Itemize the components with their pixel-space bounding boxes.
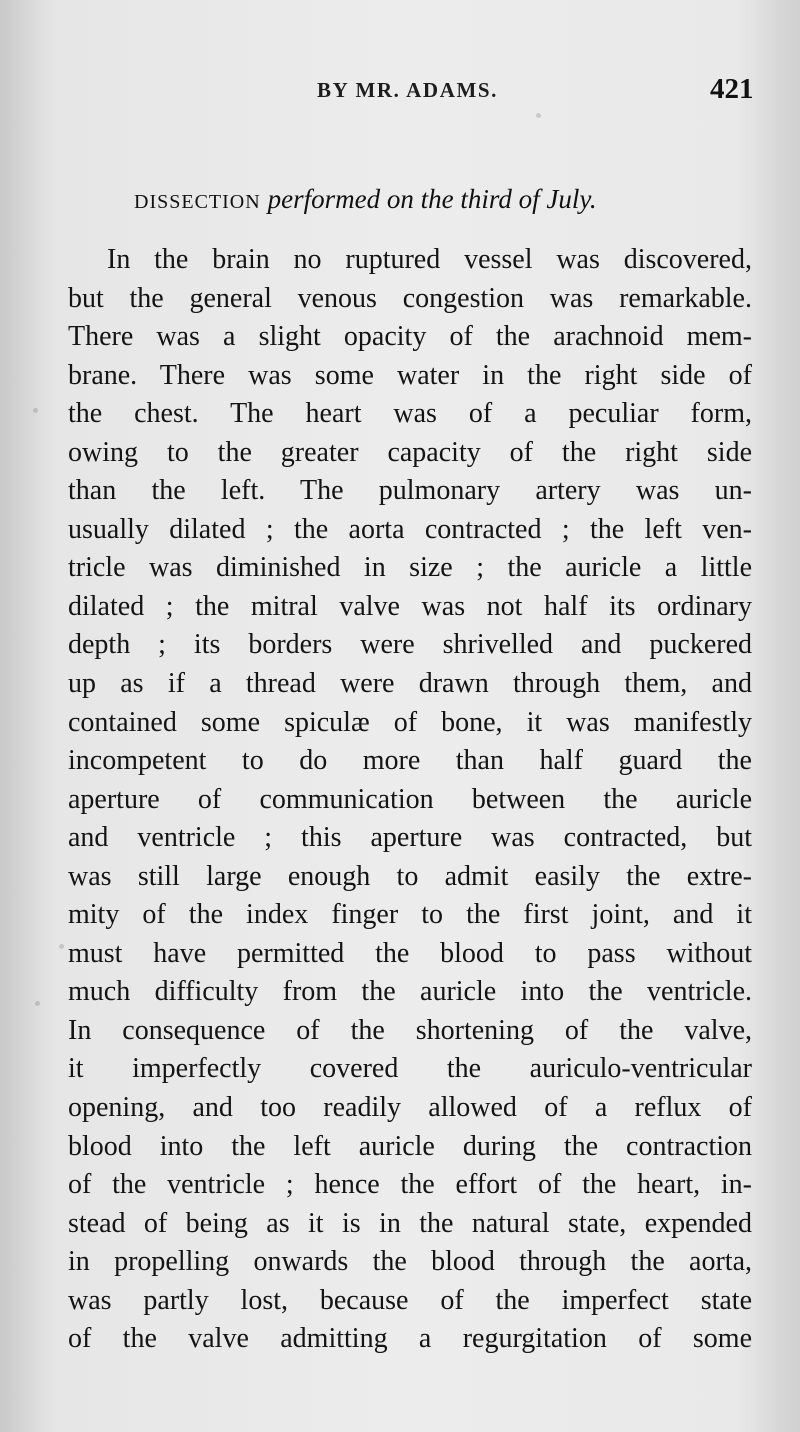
- body-line-13: contained some spiculæ of bone, it was manifestly: [68, 706, 752, 738]
- body-line-14: incompetent to do more than half guard the: [68, 745, 752, 777]
- section-heading-prefix: DISSECTION: [134, 191, 261, 213]
- body-line-5: the chest. The heart was of a peculiar form,: [68, 398, 752, 430]
- body-line-4: brane. There was some water in the right side of: [68, 359, 752, 391]
- body-line-15: aperture of communication between the auricle: [68, 783, 752, 815]
- body-line-24: blood into the left auricle during the contraction: [68, 1130, 752, 1162]
- section-heading-italic: performed on the third of July.: [267, 184, 597, 214]
- paper-mark: [33, 408, 38, 413]
- running-head-author: BY MR. ADAMS.: [317, 78, 499, 102]
- body-line-16: and ventricle ; this aperture was contracted, but: [68, 822, 752, 854]
- body-line-19: must have permitted the blood to pass without: [68, 937, 752, 969]
- running-head: [0, 70, 800, 110]
- body-line-11: depth ; its borders were shrivelled and puckered: [68, 629, 752, 661]
- paper-mark: [35, 1001, 40, 1006]
- body-line-27: in propelling onwards the blood through the aorta,: [68, 1246, 752, 1278]
- body-line-7: than the left. The pulmonary artery was un-: [68, 475, 752, 507]
- body-line-28: was partly lost, because of the imperfect state: [68, 1284, 752, 1316]
- body-line-18: mity of the index finger to the first joint, and it: [68, 899, 752, 931]
- paper-mark: [59, 944, 64, 949]
- body-line-12: up as if a thread were drawn through them, and: [68, 668, 752, 700]
- body-line-22: it imperfectly covered the auriculo-ventricular: [68, 1053, 752, 1085]
- page-number: 421: [710, 73, 754, 105]
- body-line-23: opening, and too readily allowed of a reflux of: [68, 1092, 752, 1124]
- body-text: [68, 241, 752, 1359]
- body-line-10: dilated ; the mitral valve was not half its ordinary: [68, 590, 752, 622]
- body-line-6: owing to the greater capacity of the right side: [68, 436, 752, 468]
- body-line-2: but the general venous congestion was remarkable.: [68, 282, 752, 314]
- body-line-17: was still large enough to admit easily the extre-: [68, 860, 752, 892]
- body-line-3: There was a slight opacity of the arachnoid mem-: [68, 321, 752, 353]
- body-line-21: In consequence of the shortening of the valve,: [68, 1014, 752, 1046]
- body-line-26: stead of being as it is in the natural state, expended: [68, 1207, 752, 1239]
- body-line-25: of the ventricle ; hence the effort of the heart, in-: [68, 1169, 752, 1201]
- body-line-8: usually dilated ; the aorta contracted ; the left ven-: [68, 513, 752, 545]
- body-line-9: tricle was diminished in size ; the auricle a little: [68, 552, 752, 584]
- paper-mark: [536, 113, 541, 118]
- body-line-1: In the brain no ruptured vessel was discovered,: [107, 244, 752, 275]
- body-line-20: much difficulty from the auricle into the ventricle.: [68, 976, 752, 1008]
- section-heading: [134, 184, 714, 215]
- body-line-29: of the valve admitting a regurgitation of some: [68, 1323, 752, 1355]
